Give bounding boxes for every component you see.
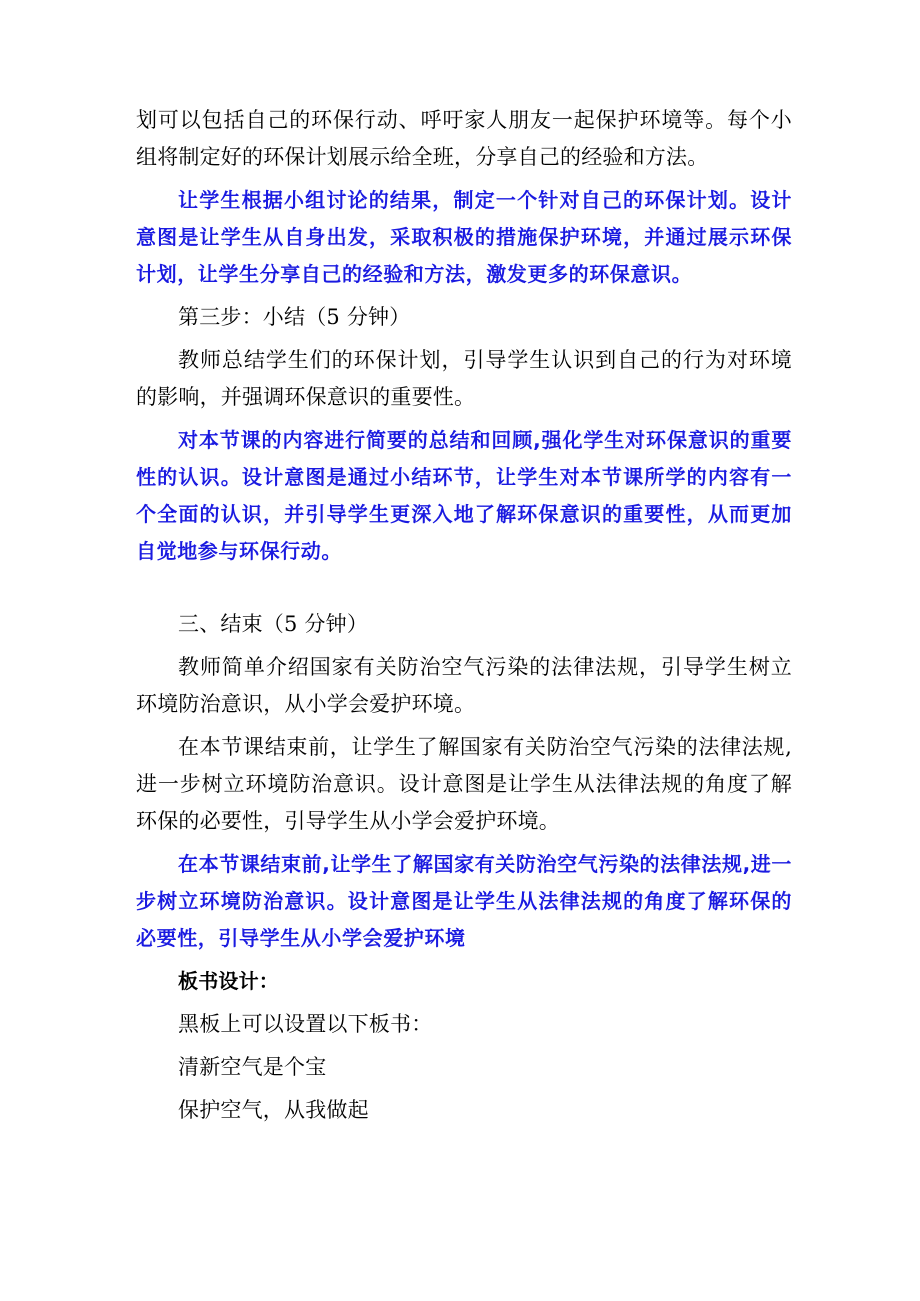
section-3-heading: 三、结束（5 分钟） xyxy=(178,612,369,636)
paragraph-teacher-summary: 教师总结学生们的环保计划，引导学生认识到自己的行为对环境的影响，并强调环保意识的重要性。 xyxy=(136,348,792,409)
design-intent-law: 在本节课结束前,让学生了解国家有关防治空气污染的法律法规,进一步树立环境防治意识。设计意图是让学生从法律法规的角度了解环保的必要性，引导学生从小学会爱护环境 xyxy=(136,852,792,950)
design-intent-summary: 对本节课的内容进行简要的总结和回顾,强化学生对环保意识的重要性的认识。设计意图是通过小结环节，让学生对本节课所学的内容有一个全面的认识，并引导学生更深入地了解环保意识的重要性，从而更加自觉地参与环保行动。 xyxy=(136,428,792,563)
paragraph-law-intro: 教师简单介绍国家有关防治空气污染的法律法规，引导学生树立环境防治意识，从小学会爱护环境。 xyxy=(136,655,792,716)
board-line-2: 保护空气，从我做起 xyxy=(178,1098,369,1122)
step-3-heading: 第三步：小结（5 分钟） xyxy=(178,305,411,329)
document-body xyxy=(136,102,792,1129)
board-line-1: 清新空气是个宝 xyxy=(178,1055,327,1079)
design-intent-plan: 让学生根据小组讨论的结果，制定一个针对自己的环保计划。设计意图是让学生从自身出发，采取积极的措施保护环境，并通过展示环保计划，让学生分享自己的经验和方法，激发更多的环保意识。 xyxy=(136,188,792,286)
paragraph-plan-sharing: 划可以包括自己的环保行动、呼吁家人朋友一起保护环境等。每个小组将制定好的环保计划展示给全班，分享自己的经验和方法。 xyxy=(136,108,792,169)
board-intro: 黑板上可以设置以下板书： xyxy=(178,1012,433,1036)
paragraph-law-design: 在本节课结束前，让学生了解国家有关防治空气污染的法律法规,进一步树立环境防治意识。设计意图是让学生从法律法规的角度了解环保的必要性，引导学生从小学会爱护环境。 xyxy=(136,735,792,833)
board-design-heading: 板书设计： xyxy=(178,969,279,993)
